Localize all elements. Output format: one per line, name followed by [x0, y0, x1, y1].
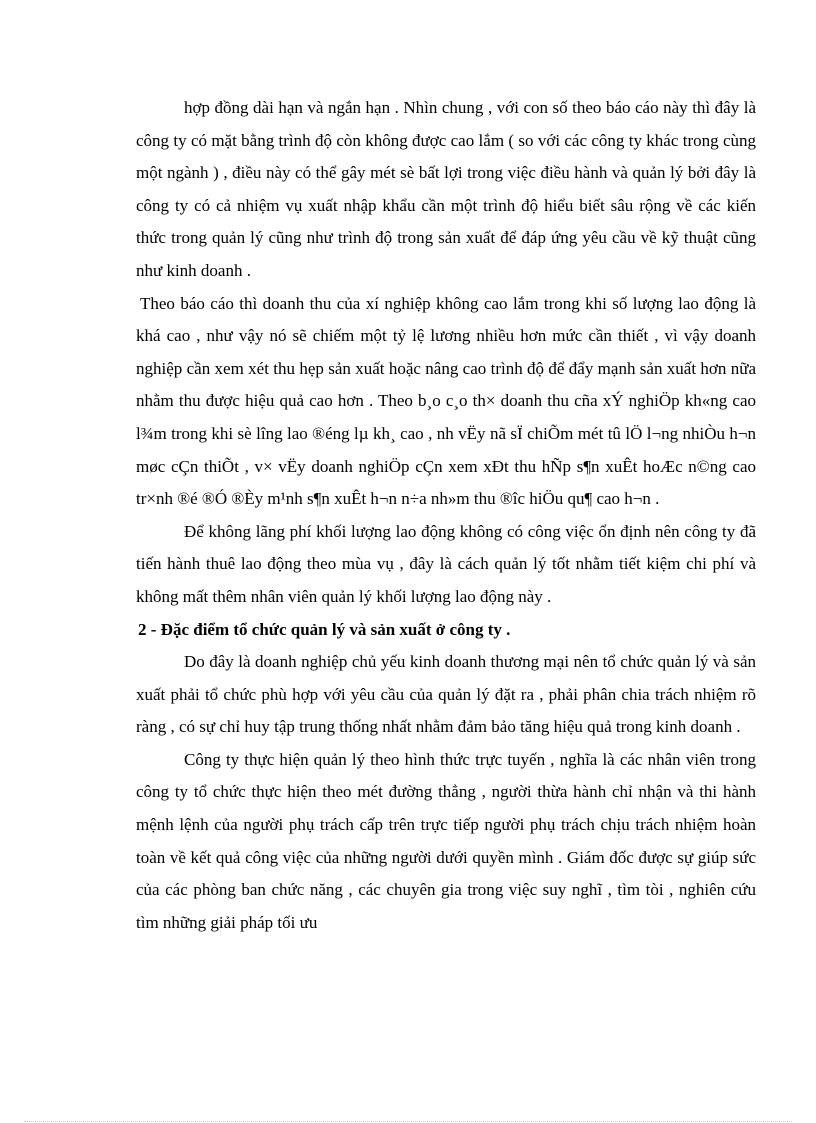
- paragraph-continuation: hợp đồng dài hạn và ngắn hạn . Nhìn chung , với con số theo báo cáo này thì đây là công ty có mặt bằng trình độ còn không được cao lắm ( so với các công ty khác trong cùng một ngành ) , điều này có thể gây mét sè bất lợi trong việc điều hành và quản lý bởi đây là công ty có cả nhiệm vụ xuất nhập khẩu cần một trình độ hiểu biết sâu rộng về các kiến thức trong quản lý cũng như trình độ trong sản xuất để đáp ứng yêu cầu về kỹ thuật cũng như kinh doanh .: [136, 98, 756, 280]
- paragraph-seasonal-labor: Để không lãng phí khối lượng lao động không có công việc ổn định nên công ty đã tiến hành thuê lao động theo mùa vụ , đây là cách quản lý tốt nhằm tiết kiệm chi phí và không mất thêm nhân viên quản lý khối lượng lao động này .: [136, 521, 756, 606]
- paragraph-management-form: Công ty thực hiện quản lý theo hình thức trực tuyến , nghĩa là các nhân viên trong công ty tổ chức thực hiện theo mét đường thẳng , người thừa hành chỉ nhận và thi hành mệnh lệnh của người phụ trách cấp trên trực tiếp người phụ trách chịu trách nhiệm hoàn toàn về kết quả công việc của những người dưới quyền mình . Giám đốc được sự giúp sức của các phòng ban chức năng , các chuyên gia trong việc suy nghĩ , tìm tòi , nghiên cứu tìm những giải pháp tối ưu: [136, 749, 756, 932]
- paragraph-organization: Do đây là doanh nghiệp chủ yếu kinh doanh thương mại nên tổ chức quản lý và sản xuất phải tổ chức phù hợp với yêu cầu của quản lý đặt ra , phải phân chia trách nhiệm rõ ràng , có sự chỉ huy tập trung thống nhất nhằm đảm bảo tăng hiệu quả trong kinh doanh .: [136, 652, 756, 737]
- page-bottom-divider: [24, 1121, 792, 1122]
- document-body: [136, 92, 756, 939]
- section-heading: 2 - Đặc điểm tổ chức quản lý và sản xuất ở công ty .: [138, 619, 511, 639]
- paragraph-revenue: Theo báo cáo thì doanh thu của xí nghiệp không cao lắm trong khi số lượng lao động là khá cao , như vậy nó sẽ chiếm một tỷ lệ lương nhiều hơn mức cần thiết , vì vậy doanh nghiệp cần xem xét thu hẹp sản xuất hoặc nâng cao trình độ để đẩy mạnh sản xuất hơn nữa nhằm thu được hiệu quả cao hơn . Theo b¸o c¸o th× doanh thu cña xÝ nghiÖp kh«ng cao l¾m trong khi sè lîng lao ®éng lµ kh¸ cao , nh vËy nã sÏ chiÕm mét tû lÖ l¬ng nhiÒu h¬n møc cÇn thiÕt , v× vËy doanh nghiÖp cÇn xem xÐt thu hÑp s¶n xuÊt hoÆc n©ng cao tr×nh ®é ®Ó ®Èy m¹nh s¶n xuÊt h¬n n÷a nh»m thu ®îc hiÖu qu¶ cao h¬n .: [136, 293, 756, 509]
